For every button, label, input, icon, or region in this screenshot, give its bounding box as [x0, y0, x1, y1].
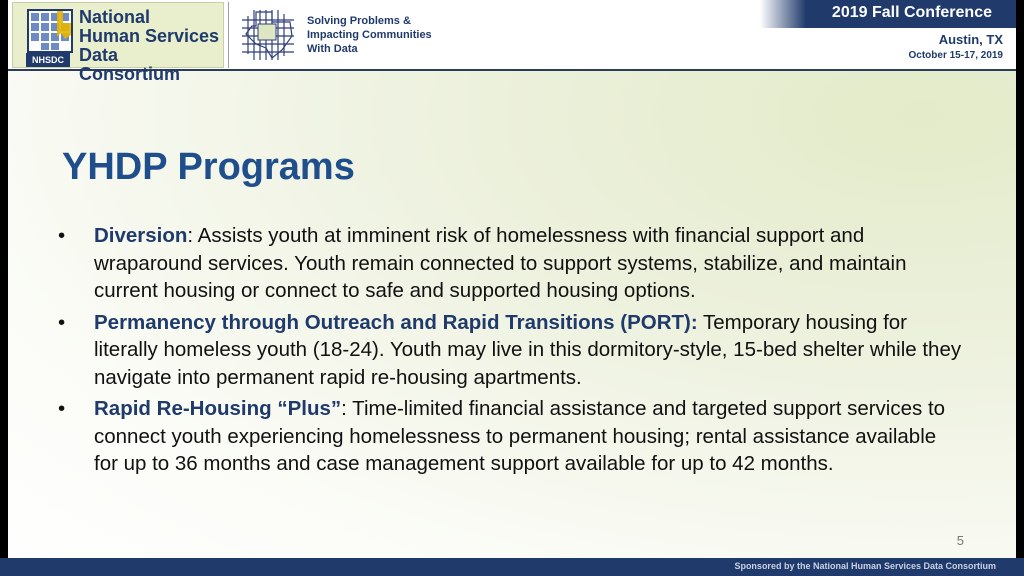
logo-line-3: Data Consortium [79, 45, 180, 84]
conference-dates: October 15-17, 2019 [908, 50, 1003, 61]
slide-title: YHDP Programs [62, 146, 355, 188]
bullet-item-diversion [58, 222, 962, 305]
right-frame-edge [1016, 0, 1024, 576]
bullet-marker: • [58, 224, 66, 247]
bullet-item-rapid-rehousing [58, 395, 962, 478]
conference-banner [760, 0, 1016, 28]
conference-city: Austin, TX [938, 32, 1003, 47]
tagline-line-1: Solving Problems & [307, 15, 411, 27]
bullet-item-port [58, 309, 962, 392]
bullet-list [58, 222, 962, 482]
nhsdc-logo [12, 2, 224, 84]
page-number: 5 [956, 533, 964, 548]
tagline-line-3: With Data [307, 43, 358, 55]
nhsdc-tag: NHSDC [26, 53, 70, 67]
tagline [307, 14, 432, 56]
logo-text [79, 8, 223, 84]
left-frame-edge [0, 0, 8, 576]
bullet-text: Temporary housing for literally homeless youth (18-24). Youth may live in this dormitory-style, 15-bed shelter while they navigate into permanent rapid re-housing apartments. [94, 310, 962, 389]
circuit-texas-icon [238, 6, 298, 64]
footer-bar [0, 558, 1024, 576]
bullet-marker: • [58, 310, 66, 334]
bullet-label: Permanency through Outreach and Rapid Transitions (PORT): [94, 310, 698, 334]
footer-sponsor-text: Sponsored by the National Human Services Data Consortium [734, 561, 996, 571]
header-separator [228, 2, 229, 68]
logo-line-2: Human Services [79, 26, 220, 46]
bullet-label: Diversion [94, 224, 188, 247]
bullet-text: : Time-limited financial assistance and targeted support services to connect youth experiencing homelessness to permanent housing; rental assistance available for up to 36 months and case management support available for up to 42 months. [94, 397, 946, 475]
logo-line-1: National [79, 7, 151, 27]
bullet-text: : Assists youth at imminent risk of homelessness with financial support and wraparound services. Youth remain connected to support systems, stabilize, and maintain current housing or connect to safe and supported housing options. [94, 224, 907, 302]
conference-title: 2019 Fall Conference [831, 4, 992, 21]
bullet-marker: • [58, 397, 66, 420]
bullet-label: Rapid Re-Housing “Plus” [94, 397, 342, 420]
tagline-line-2: Impacting Communities [307, 29, 432, 41]
